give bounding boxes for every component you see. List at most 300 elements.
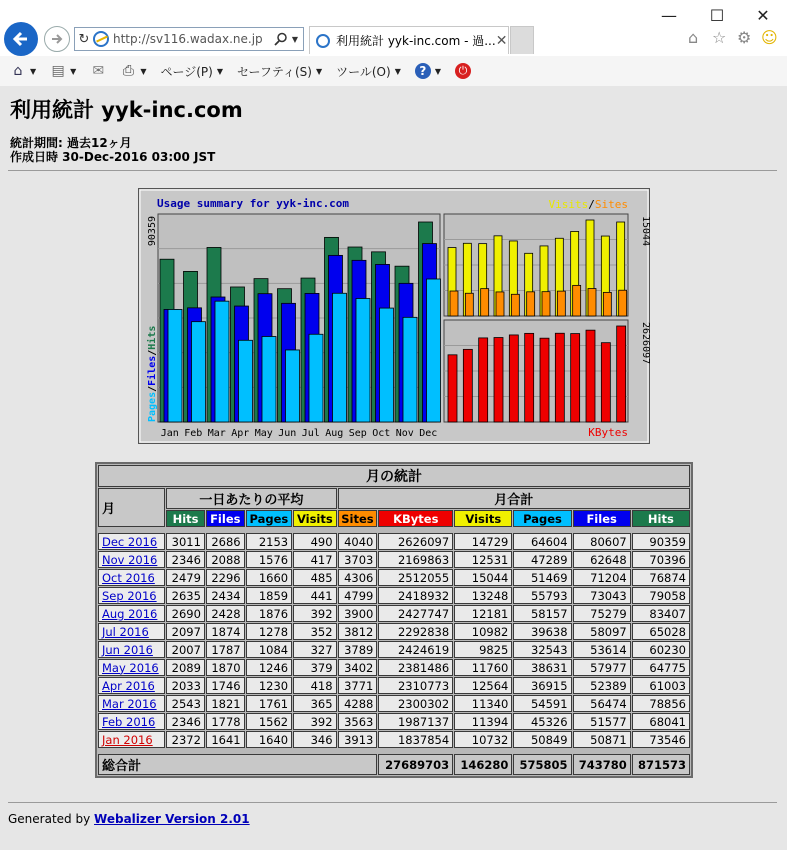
value-cell: 70396 [632, 551, 690, 568]
bar-sites [511, 294, 519, 316]
bar-sites [450, 291, 458, 316]
value-cell: 2635 [166, 587, 205, 604]
tab-close-icon[interactable]: ✕ [495, 32, 508, 49]
month-link[interactable]: Jan 2016 [102, 732, 153, 747]
value-cell: 83407 [632, 605, 690, 622]
column-header-sites-total: Sites [338, 510, 378, 527]
value-cell: 3703 [338, 551, 378, 568]
month-cell [98, 569, 165, 586]
value-cell: 1246 [246, 659, 293, 676]
addon-command[interactable] [455, 63, 471, 79]
value-cell: 60230 [632, 641, 690, 658]
value-cell: 417 [293, 551, 336, 568]
value-cell: 39638 [513, 623, 571, 640]
bar-kbytes [571, 334, 580, 422]
x-tick-label: Oct [372, 428, 391, 439]
month-cell [98, 677, 165, 694]
value-cell: 38631 [513, 659, 571, 676]
visits-legend-part: Sites [594, 198, 628, 211]
value-cell: 2346 [166, 551, 205, 568]
value-cell: 1837854 [378, 731, 453, 748]
value-cell: 1987137 [378, 713, 453, 730]
table-row [98, 713, 690, 730]
ie-favicon-icon [93, 31, 109, 47]
value-cell: 2427747 [378, 605, 453, 622]
chevron-down-icon: ▼ [30, 66, 37, 76]
value-cell: 12181 [454, 605, 512, 622]
table-row [98, 677, 690, 694]
column-header-kbytes-total: KBytes [378, 510, 453, 527]
x-tick-label: Nov [395, 428, 414, 439]
table-row [98, 551, 690, 568]
value-cell: 2346 [166, 713, 205, 730]
value-cell: 64775 [632, 659, 690, 676]
visits-legend-part: / [588, 198, 595, 211]
table-row [98, 695, 690, 712]
value-cell: 1640 [246, 731, 293, 748]
month-link[interactable]: Dec 2016 [102, 534, 158, 549]
value-cell: 1576 [246, 551, 293, 568]
bar-kbytes [463, 349, 472, 422]
rss-feed-icon: ▤ [51, 63, 65, 79]
total-value-cell: 871573 [632, 754, 690, 775]
value-cell: 13248 [454, 587, 512, 604]
left-legend [146, 326, 158, 422]
back-arrow-icon [11, 29, 31, 49]
tab-title: 利用統計 yyk-inc.com - 過... [336, 34, 496, 48]
table-row [98, 533, 690, 550]
value-cell: 392 [293, 605, 336, 622]
refresh-icon[interactable]: ↻ [78, 31, 90, 47]
bar-pages [168, 309, 182, 422]
bar-pages [427, 279, 441, 422]
value-cell: 64604 [513, 533, 571, 550]
value-cell: 4040 [338, 533, 378, 550]
bar-kbytes [540, 338, 549, 422]
value-cell: 2007 [166, 641, 205, 658]
value-cell: 490 [293, 533, 336, 550]
page-content [0, 86, 787, 850]
x-tick-label: Feb [184, 428, 203, 439]
value-cell: 327 [293, 641, 336, 658]
table-row [98, 605, 690, 622]
value-cell: 10982 [454, 623, 512, 640]
value-cell: 392 [293, 713, 336, 730]
help-command[interactable] [415, 63, 441, 79]
value-cell: 441 [293, 587, 336, 604]
value-cell: 75279 [573, 605, 631, 622]
value-cell: 365 [293, 695, 336, 712]
value-cell: 3402 [338, 659, 378, 676]
value-cell: 2418932 [378, 587, 453, 604]
kbytes-label: KBytes [588, 426, 628, 439]
home-cmd-icon: ⌂ [13, 63, 23, 79]
x-tick-label: Apr [231, 428, 250, 439]
x-tick-label: Jul [301, 428, 320, 439]
chevron-down-icon: ▼ [291, 34, 299, 44]
value-cell: 1278 [246, 623, 293, 640]
webalizer-link[interactable]: Webalizer Version 2.01 [94, 812, 250, 826]
month-cell [98, 605, 165, 622]
home-icon[interactable]: ⌂ [688, 28, 699, 47]
bar-pages [215, 301, 229, 422]
month-link[interactable]: Aug 2016 [102, 606, 158, 621]
page-menu[interactable] [160, 63, 223, 80]
minimize-icon[interactable]: — [661, 5, 677, 25]
value-cell: 1761 [246, 695, 293, 712]
totals-label: 総合計 [98, 754, 377, 775]
value-cell: 54591 [513, 695, 571, 712]
left-legend-part: Hits [147, 325, 158, 350]
left-max-label: 90359 [147, 216, 158, 247]
x-tick-label: Dec [419, 428, 438, 439]
bar-kbytes [448, 355, 457, 422]
value-cell: 2626097 [378, 533, 453, 550]
value-cell: 1821 [206, 695, 245, 712]
tab-favicon-icon [316, 34, 330, 48]
footer-prefix: Generated by [8, 812, 91, 826]
value-cell: 485 [293, 569, 336, 586]
left-legend-part: Files [147, 355, 158, 386]
totals-row [98, 754, 690, 775]
value-cell: 15044 [454, 569, 512, 586]
bar-kbytes [601, 343, 610, 422]
maximize-icon[interactable]: ☐ [709, 5, 725, 25]
tools-menu[interactable] [336, 63, 401, 80]
column-header-row [98, 510, 690, 527]
column-header-pages-avg: Pages [246, 510, 293, 527]
value-cell: 352 [293, 623, 336, 640]
column-header-hits-avg: Hits [166, 510, 205, 527]
value-cell: 2543 [166, 695, 205, 712]
value-cell: 57977 [573, 659, 631, 676]
x-tick-label: Mar [207, 428, 226, 439]
value-cell: 1870 [206, 659, 245, 676]
table-row [98, 731, 690, 748]
value-cell: 73043 [573, 587, 631, 604]
value-cell: 58097 [573, 623, 631, 640]
month-link[interactable]: Jul 2016 [102, 624, 149, 639]
bar-sites [573, 285, 581, 316]
value-cell: 2089 [166, 659, 205, 676]
bar-pages [380, 308, 394, 422]
bar-pages [239, 340, 253, 422]
value-cell: 71204 [573, 569, 631, 586]
value-cell: 11340 [454, 695, 512, 712]
column-header-visits-avg: Visits [293, 510, 336, 527]
value-cell: 3812 [338, 623, 378, 640]
column-header-pages-total: Pages [513, 510, 571, 527]
bar-pages [309, 334, 323, 422]
month-cell [98, 587, 165, 604]
bar-pages [403, 317, 417, 422]
month-cell [98, 623, 165, 640]
value-cell: 346 [293, 731, 336, 748]
value-cell: 1084 [246, 641, 293, 658]
chevron-down-icon: ▼ [216, 66, 223, 76]
value-cell: 1874 [206, 623, 245, 640]
value-cell: 50871 [573, 731, 631, 748]
value-cell: 45326 [513, 713, 571, 730]
back-button[interactable] [4, 22, 38, 56]
address-url[interactable]: http://sv116.wadax.ne.jp [113, 32, 263, 46]
chart-title: Usage summary for yyk-inc.com [157, 197, 350, 210]
value-cell: 2686 [206, 533, 245, 550]
value-cell: 73546 [632, 731, 690, 748]
month-cell [98, 695, 165, 712]
value-cell: 51469 [513, 569, 571, 586]
value-cell: 55793 [513, 587, 571, 604]
value-cell: 2300302 [378, 695, 453, 712]
value-cell: 1562 [246, 713, 293, 730]
chevron-down-icon: ▼ [140, 66, 147, 76]
value-cell: 379 [293, 659, 336, 676]
bar-kbytes [509, 335, 518, 422]
column-header-visits-total: Visits [454, 510, 512, 527]
value-cell: 3563 [338, 713, 378, 730]
x-tick-label: Jan [160, 428, 179, 439]
value-cell: 1787 [206, 641, 245, 658]
value-cell: 11394 [454, 713, 512, 730]
value-cell: 51577 [573, 713, 631, 730]
bar-sites [542, 292, 550, 316]
column-header-hits-total: Hits [632, 510, 690, 527]
left-legend-part: Pages [147, 391, 158, 422]
value-cell: 2292838 [378, 623, 453, 640]
chevron-down-icon: ▼ [394, 66, 401, 76]
x-tick-label: Sep [348, 428, 367, 439]
bar-pages [356, 299, 370, 422]
chevron-down-icon: ▼ [434, 66, 441, 76]
total-value-cell: 27689703 [378, 754, 453, 775]
month-link[interactable]: Jun 2016 [102, 642, 153, 657]
settings-gear-icon[interactable]: ⚙ [737, 28, 752, 47]
feeds-command[interactable] [50, 63, 76, 79]
value-cell: 2372 [166, 731, 205, 748]
divider-bottom [8, 802, 777, 803]
value-cell: 2310773 [378, 677, 453, 694]
mail-icon: ✉ [92, 63, 105, 79]
value-cell: 3789 [338, 641, 378, 658]
total-value-cell: 146280 [454, 754, 512, 775]
printer-icon: ⎙ [122, 63, 134, 79]
value-cell: 2169863 [378, 551, 453, 568]
safety-menu[interactable] [237, 63, 322, 80]
table-spacer [98, 749, 690, 753]
browser-titlebar [0, 0, 787, 56]
kbytes-max-label: 2626097 [640, 322, 650, 365]
bar-sites [619, 290, 627, 316]
value-cell: 2296 [206, 569, 245, 586]
value-cell: 3011 [166, 533, 205, 550]
value-cell: 2033 [166, 677, 205, 694]
bar-sites [557, 291, 565, 316]
search-dropdown-button[interactable] [268, 27, 304, 51]
column-header-files-total: Files [573, 510, 631, 527]
value-cell: 78856 [632, 695, 690, 712]
value-cell: 9825 [454, 641, 512, 658]
value-cell: 3913 [338, 731, 378, 748]
value-cell: 80607 [573, 533, 631, 550]
value-cell: 2153 [246, 533, 293, 550]
report-meta [10, 136, 215, 164]
month-column-header: 月 [98, 488, 165, 527]
value-cell: 14729 [454, 533, 512, 550]
value-cell: 76874 [632, 569, 690, 586]
value-cell: 90359 [632, 533, 690, 550]
table-row [98, 659, 690, 676]
footer [8, 812, 250, 826]
value-cell: 61003 [632, 677, 690, 694]
mail-command[interactable] [90, 63, 106, 79]
value-cell: 3771 [338, 677, 378, 694]
month-cell [98, 731, 165, 748]
bar-sites [496, 292, 504, 316]
x-tick-label: Aug [325, 428, 344, 439]
value-cell: 12564 [454, 677, 512, 694]
bar-kbytes [525, 333, 534, 422]
value-cell: 65028 [632, 623, 690, 640]
value-cell: 2512055 [378, 569, 453, 586]
value-cell: 1660 [246, 569, 293, 586]
column-header-files-avg: Files [206, 510, 245, 527]
month-link[interactable]: Mar 2016 [102, 696, 157, 711]
favorites-star-icon[interactable]: ☆ [712, 28, 727, 47]
value-cell: 2381486 [378, 659, 453, 676]
bar-sites [588, 289, 596, 316]
table-row [98, 641, 690, 658]
bar-kbytes [555, 333, 564, 422]
page-title: 利用統計 yyk-inc.com [10, 98, 243, 122]
browser-tab[interactable] [309, 26, 509, 54]
table-spacer [98, 528, 690, 532]
visits-legend-part: Visits [548, 198, 589, 211]
left-legend-part: / [147, 385, 158, 392]
search-icon [274, 32, 288, 46]
home-command[interactable] [10, 63, 36, 79]
month-link[interactable]: Feb 2016 [102, 714, 156, 729]
month-link[interactable]: Sep 2016 [102, 588, 157, 603]
daily-average-header: 一日あたりの平均 [166, 488, 336, 509]
month-cell [98, 659, 165, 676]
bar-kbytes [494, 338, 503, 422]
chevron-down-icon: ▼ [315, 66, 323, 76]
monthly-total-header: 月合計 [338, 488, 690, 509]
command-bar [0, 56, 787, 86]
value-cell: 1230 [246, 677, 293, 694]
monthly-stats-table [95, 462, 693, 778]
forward-arrow-icon [50, 32, 64, 46]
value-cell: 56474 [573, 695, 631, 712]
bar-kbytes [586, 330, 595, 422]
month-cell [98, 641, 165, 658]
month-link[interactable]: Nov 2016 [102, 552, 158, 567]
page-menu-label: ページ(P) [160, 64, 213, 79]
bar-sites [481, 289, 489, 316]
value-cell: 1876 [246, 605, 293, 622]
chevron-down-icon: ▼ [70, 66, 77, 76]
visits-legend [549, 198, 629, 211]
value-cell: 2424619 [378, 641, 453, 658]
month-cell [98, 551, 165, 568]
value-cell: 58157 [513, 605, 571, 622]
report-generated: 作成日時 30-Dec-2016 03:00 JST [10, 150, 216, 164]
x-tick-label: May [254, 428, 273, 439]
usage-summary-chart [138, 188, 650, 444]
table-row [98, 587, 690, 604]
value-cell: 4306 [338, 569, 378, 586]
tools-menu-label: ツール(O) [336, 64, 391, 79]
value-cell: 3900 [338, 605, 378, 622]
value-cell: 2428 [206, 605, 245, 622]
safety-menu-label: セーフティ(S) [237, 64, 312, 79]
value-cell: 12531 [454, 551, 512, 568]
value-cell: 47289 [513, 551, 571, 568]
value-cell: 62648 [573, 551, 631, 568]
value-cell: 53614 [573, 641, 631, 658]
month-link[interactable]: May 2016 [102, 660, 159, 675]
value-cell: 10732 [454, 731, 512, 748]
total-value-cell: 743780 [573, 754, 631, 775]
value-cell: 2088 [206, 551, 245, 568]
bar-sites [527, 292, 535, 316]
close-window-icon[interactable]: ✕ [756, 5, 770, 25]
print-command[interactable] [120, 63, 146, 79]
bar-pages [333, 293, 347, 422]
value-cell: 68041 [632, 713, 690, 730]
value-cell: 4799 [338, 587, 378, 604]
smiley-feedback-icon[interactable]: ☺ [761, 28, 778, 47]
bar-pages [192, 322, 206, 422]
month-link[interactable]: Oct 2016 [102, 570, 155, 585]
value-cell: 1778 [206, 713, 245, 730]
value-cell: 36915 [513, 677, 571, 694]
value-cell: 2479 [166, 569, 205, 586]
bar-sites [465, 293, 473, 316]
table-caption: 月の統計 [98, 465, 690, 487]
total-value-cell: 575805 [513, 754, 571, 775]
value-cell: 32543 [513, 641, 571, 658]
report-period: 統計期間: 過去12ヶ月 [10, 136, 132, 150]
value-cell: 52389 [573, 677, 631, 694]
bar-sites [603, 292, 611, 316]
value-cell: 418 [293, 677, 336, 694]
x-tick-label: Jun [278, 428, 297, 439]
value-cell: 1746 [206, 677, 245, 694]
value-cell: 1859 [246, 587, 293, 604]
left-legend-part: / [147, 349, 158, 356]
power-icon: ⏻ [455, 63, 471, 79]
month-cell [98, 533, 165, 550]
table-row [98, 569, 690, 586]
value-cell: 1641 [206, 731, 245, 748]
value-cell: 50849 [513, 731, 571, 748]
bar-pages [286, 350, 300, 422]
value-cell: 2690 [166, 605, 205, 622]
value-cell: 2434 [206, 587, 245, 604]
bar-kbytes [617, 326, 626, 422]
usage-chart-svg [138, 188, 650, 444]
month-link[interactable]: Apr 2016 [102, 678, 155, 693]
bar-kbytes [479, 338, 488, 422]
value-cell: 2097 [166, 623, 205, 640]
bar-pages [262, 336, 276, 422]
value-cell: 4288 [338, 695, 378, 712]
visits-max-label: 15044 [640, 216, 650, 247]
table-row [98, 623, 690, 640]
forward-button[interactable] [44, 26, 70, 52]
new-tab-button[interactable] [510, 26, 534, 54]
